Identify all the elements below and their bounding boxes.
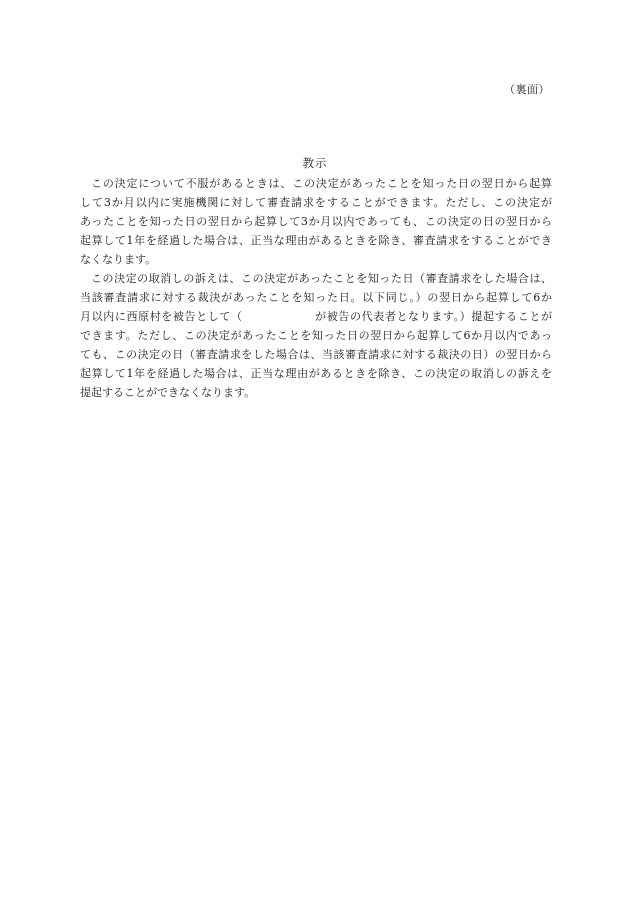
paragraph-revocation-suit	[80, 269, 552, 402]
text-segment: が被告の代表者となります。）提起することが	[314, 310, 552, 323]
text-line: この決定の取消しの訴えは、この決定があったことを知った日（審査請求をした場合は、	[91, 272, 552, 285]
text-line: ても、この決定の日（審査請求をした場合は、当該審査請求に対する裁決の日）の翌日から	[80, 348, 552, 361]
text-line: 起算して1年を経過した場合は、正当な理由があるときを除き、この決定の取消しの訴えを	[80, 367, 552, 380]
back-side-label: （裏面）	[504, 83, 550, 96]
text-line: なくなります。	[80, 253, 157, 266]
text-line: 当該審査請求に対する裁決があったことを知った日。以下同じ。）の翌日から起算して6か	[80, 291, 552, 304]
text-line: して3か月以内に実施機関に対して審査請求をすることができます。ただし、この決定が	[80, 196, 552, 209]
text-line: この決定について不服があるときは、この決定があったことを知った日の翌日から起算	[91, 177, 552, 190]
text-line: できます。ただし、この決定があったことを知った日の翌日から起算して6か月以内であっ	[80, 329, 552, 342]
text-line: 起算して1年を経過した場合は、正当な理由があるときを除き、審査請求をすることができ	[80, 234, 552, 247]
text-line: 提起することができなくなります。	[80, 386, 256, 399]
instruction-body	[80, 174, 552, 402]
text-line: あったことを知った日の翌日から起算して3か月以内であっても、この決定の日の翌日から	[80, 215, 552, 228]
page-title: 教示	[302, 156, 328, 170]
text-line-with-blank	[80, 307, 552, 326]
text-segment: 月以内に西原村を被告として（	[80, 310, 243, 323]
paragraph-appeal-review	[80, 174, 552, 269]
